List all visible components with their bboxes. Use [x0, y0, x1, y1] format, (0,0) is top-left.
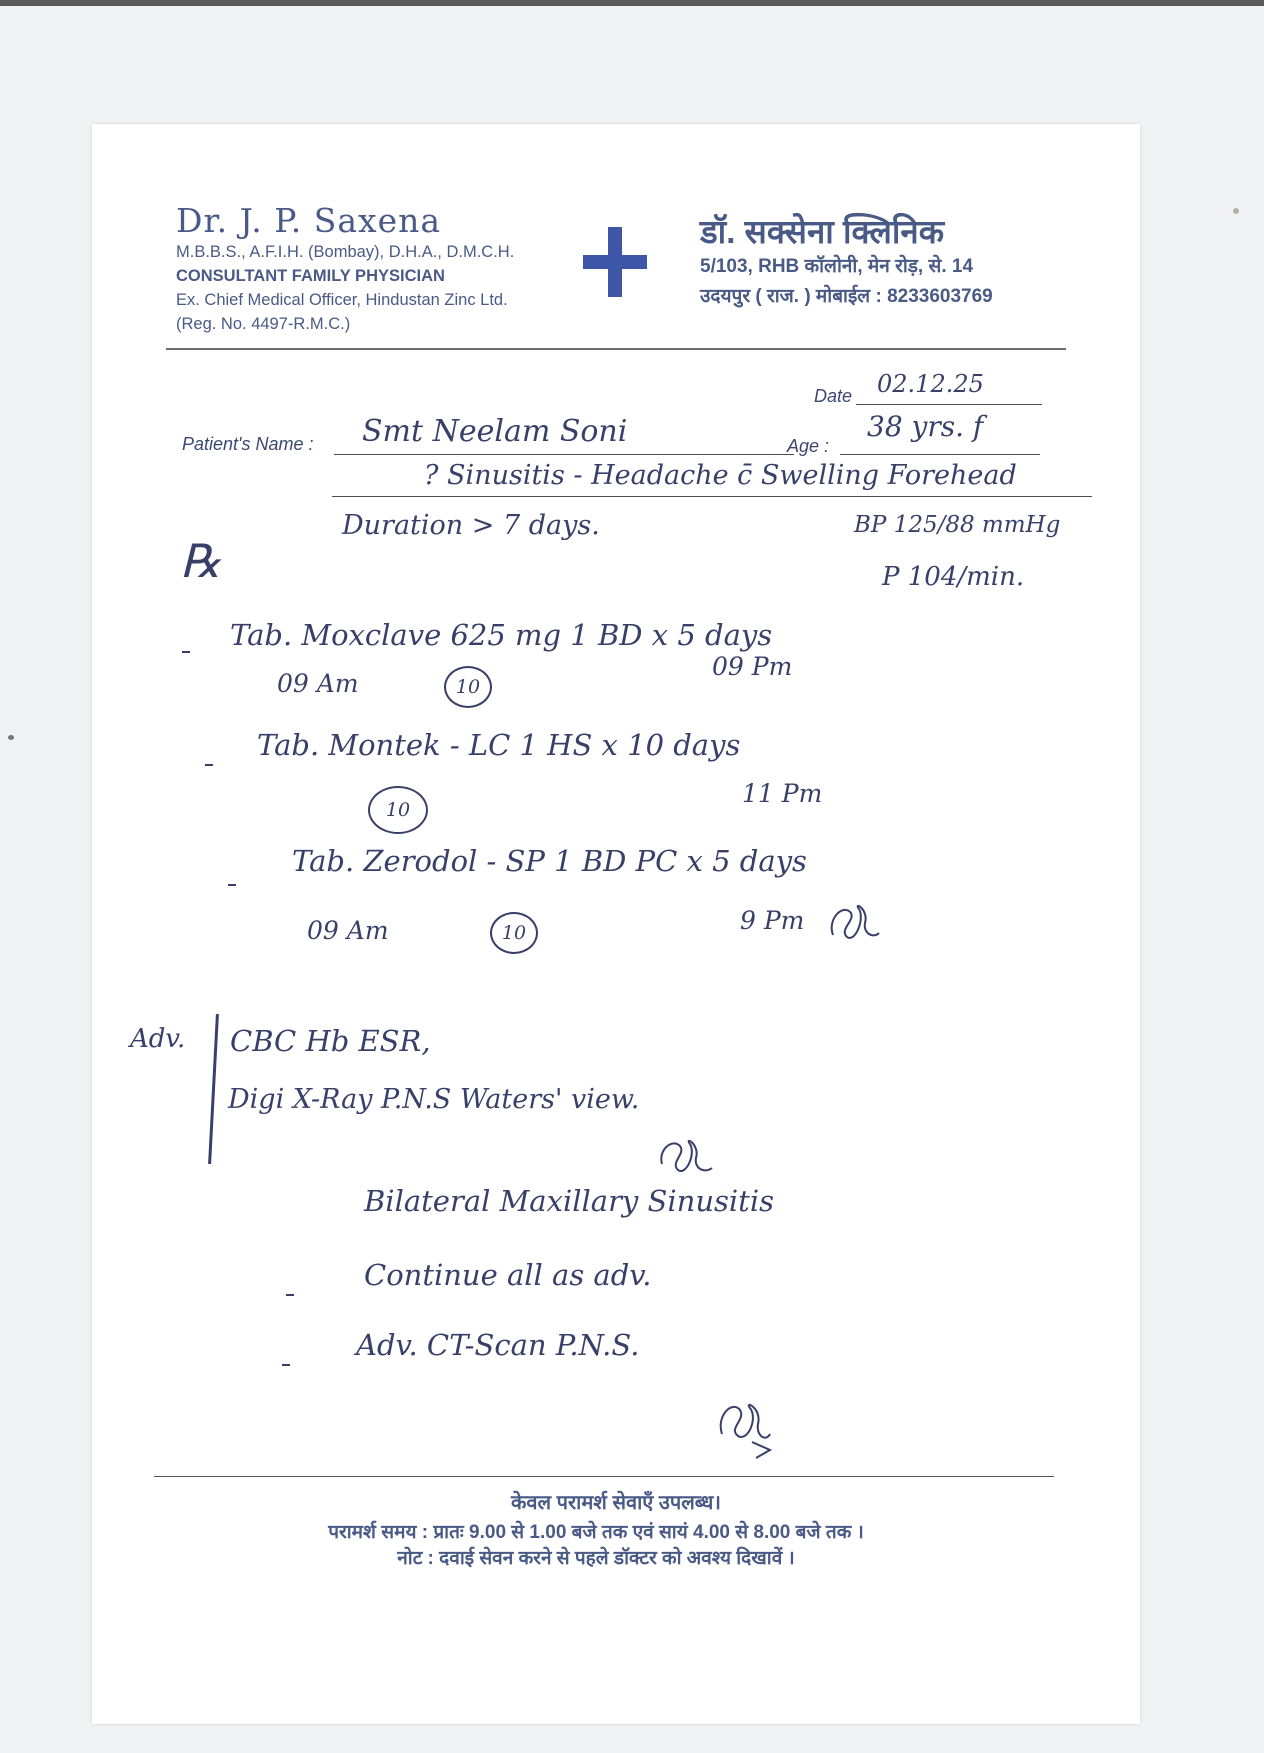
- complaint-text: ? Sinusitis - Headache c̄ Swelling Forehead: [424, 460, 1017, 491]
- clinic-address-line2: उदयपुर ( राज. ) मोबाईल : 8233603769: [700, 286, 993, 307]
- duration-text: Duration > 7 days.: [342, 510, 600, 541]
- medication-3-name: Tab. Zerodol - SP 1 BD PC x 5 days: [292, 844, 807, 878]
- patient-name-value: Smt Neelam Soni: [362, 414, 628, 449]
- bullet-mark: [228, 884, 236, 886]
- medication-3-time-am: 09 Am: [307, 916, 389, 945]
- pulse-reading: P 104/min.: [882, 562, 1025, 592]
- age-underline: [840, 454, 1040, 455]
- medication-2-name: Tab. Montek - LC 1 HS x 10 days: [257, 728, 741, 762]
- date-value: 02.12.25: [877, 370, 984, 398]
- age-value: 38 yrs. f: [867, 410, 984, 443]
- scan-top-border: [0, 0, 1264, 6]
- medication-1-time-pm: 09 Pm: [712, 652, 793, 681]
- complaint-underline: [332, 496, 1092, 497]
- doctor-ex-post: Ex. Chief Medical Officer, Hindustan Zinc Ltd.: [176, 291, 508, 309]
- bullet-mark: [286, 1294, 294, 1296]
- doctor-qualifications: M.B.B.S., A.F.I.H. (Bombay), D.H.A., D.M.C.H.: [176, 243, 515, 261]
- handwritten-initials: [654, 1132, 714, 1182]
- medication-1-qty: 10: [444, 666, 492, 708]
- patient-name-underline: [334, 454, 794, 455]
- header-divider: [166, 348, 1066, 350]
- date-label: Date: [814, 386, 853, 406]
- medication-3-time-pm: 9 Pm: [740, 906, 805, 935]
- medication-1-name: Tab. Moxclave 625 mg 1 BD x 5 days: [230, 618, 773, 652]
- advice-label: Adv.: [130, 1024, 186, 1054]
- handwritten-initials: [825, 899, 881, 949]
- advice-bracket: [208, 1014, 219, 1164]
- followup-diagnosis: Bilateral Maxillary Sinusitis: [364, 1184, 774, 1218]
- advice-line2: Digi X-Ray P.N.S Waters' view.: [228, 1084, 640, 1115]
- footer-divider: [154, 1476, 1054, 1477]
- footer-timings: परामर्श समय : प्रातः 9.00 से 1.00 बजे तक एवं सायं 4.00 से 8.00 बजे तक ।: [328, 1522, 864, 1543]
- medication-2-time-pm: 11 Pm: [742, 779, 823, 808]
- doctor-designation: CONSULTANT FAMILY PHYSICIAN: [176, 267, 445, 285]
- advice-line1: CBC Hb ESR,: [230, 1024, 431, 1058]
- age-label: Age :: [787, 436, 830, 456]
- doctor-details: [176, 202, 576, 336]
- clinic-name: डॉ. सक्सेना क्लिनिक: [700, 213, 945, 250]
- medication-2-qty: 10: [368, 786, 428, 834]
- patient-name-label: Patient's Name :: [182, 434, 314, 454]
- medication-1-time-am: 09 Am: [277, 669, 359, 698]
- bullet-mark: [182, 651, 190, 653]
- scan-speck: [1233, 208, 1239, 214]
- clinic-details: [700, 212, 1100, 312]
- medical-cross-icon: [583, 227, 647, 297]
- bullet-mark: [282, 1364, 290, 1366]
- footer-services: केवल परामर्श सेवाएँ उपलब्ध।: [511, 1492, 721, 1514]
- bp-reading: BP 125/88 mmHg: [854, 512, 1061, 538]
- rx-symbol: ℞: [180, 534, 222, 588]
- handwritten-signature: [712, 1394, 774, 1460]
- clinic-address-line1: 5/103, RHB कॉलोनी, मेन रोड़, से. 14: [700, 256, 974, 277]
- doctor-reg-no: (Reg. No. 4497-R.M.C.): [176, 315, 351, 333]
- bullet-mark: [205, 764, 213, 766]
- footer-note: नोट : दवाई सेवन करने से पहले डॉक्टर को अवश्य दिखावें ।: [397, 1548, 795, 1569]
- scan-speck: [8, 735, 14, 740]
- doctor-name: Dr. J. P. Saxena: [176, 201, 442, 240]
- prescription-sheet: [92, 124, 1140, 1724]
- followup-continue: Continue all as adv.: [364, 1258, 652, 1292]
- followup-advice: Adv. CT-Scan P.N.S.: [356, 1328, 640, 1362]
- date-underline: [856, 404, 1042, 405]
- medication-3-qty: 10: [490, 912, 538, 954]
